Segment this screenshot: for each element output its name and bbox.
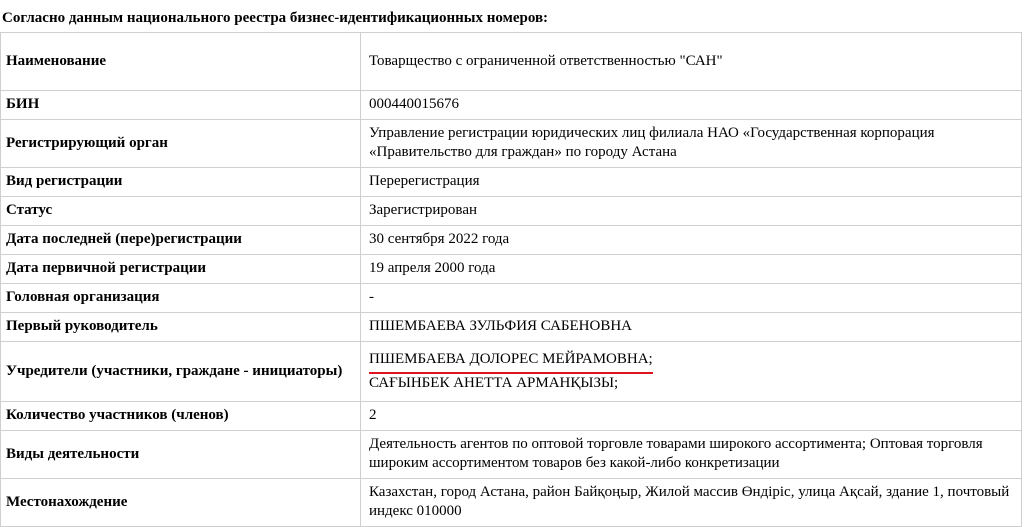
row-value-primary-registration: 19 апреля 2000 года [361,255,1022,284]
row-value-name: Товарщество с ограниченной ответственностью "САН" [361,33,1022,91]
table-row [1,33,1022,91]
table-row [1,479,1022,527]
table-row [1,313,1022,342]
row-value-last-registration: 30 сентября 2022 года [361,226,1022,255]
table-row [1,226,1022,255]
founder-item [369,350,1017,374]
table-row [1,284,1022,313]
table-row [1,120,1022,168]
registry-table [0,32,1022,527]
page-heading: Согласно данным национального реестра бизнес-идентификационных номеров: [2,10,549,26]
row-label-status: Статус [1,197,361,226]
row-value-location: Казахстан, город Астана, район Байқоңыр, Жилой массив Өндіріс, улица Ақсай, здание 1, почтовый индекс 010000 [361,479,1022,527]
row-value-head-organization: - [361,284,1022,313]
row-label-primary-registration: Дата первичной регистрации [1,255,361,284]
row-value-registering-body: Управление регистрации юридических лиц филиала НАО «Государственная корпорация «Правительство для граждан» по городу Астана [361,120,1022,168]
row-label-first-head: Первый руководитель [1,313,361,342]
row-label-registering-body: Регистрирующий орган [1,120,361,168]
row-value-status: Зарегистрирован [361,197,1022,226]
row-label-head-organization: Головная организация [1,284,361,313]
row-value-first-head: ПШЕМБАЕВА ЗУЛЬФИЯ САБЕНОВНА [361,313,1022,342]
row-label-bin: БИН [1,91,361,120]
row-label-founders: Учредители (участники, граждане - инициаторы) [1,342,361,402]
table-row [1,197,1022,226]
table-row [1,168,1022,197]
row-label-activities: Виды деятельности [1,431,361,479]
row-label-location: Местонахождение [1,479,361,527]
founder-item: САҒЫНБЕК АНЕТТА АРМАНҚЫЗЫ; [369,374,619,391]
row-value-founders [361,342,1022,402]
row-value-registration-type: Перерегистрация [361,168,1022,197]
table-row [1,91,1022,120]
table-row [1,342,1022,402]
row-label-last-registration: Дата последней (пере)регистрации [1,226,361,255]
row-label-registration-type: Вид регистрации [1,168,361,197]
row-label-participants-count: Количество участников (членов) [1,402,361,431]
table-row [1,431,1022,479]
founder-name-highlighted: ПШЕМБАЕВА ДОЛОРЕС МЕЙРАМОВНА; [369,350,653,374]
row-value-participants-count: 2 [361,402,1022,431]
table-row [1,402,1022,431]
row-value-bin: 000440015676 [361,91,1022,120]
row-value-activities: Деятельность агентов по оптовой торговле товарами широкого ассортимента; Оптовая торговля широким ассортиментом товаров без какой-либо конкретизации [361,431,1022,479]
table-row [1,255,1022,284]
row-label-name: Наименование [1,33,361,91]
